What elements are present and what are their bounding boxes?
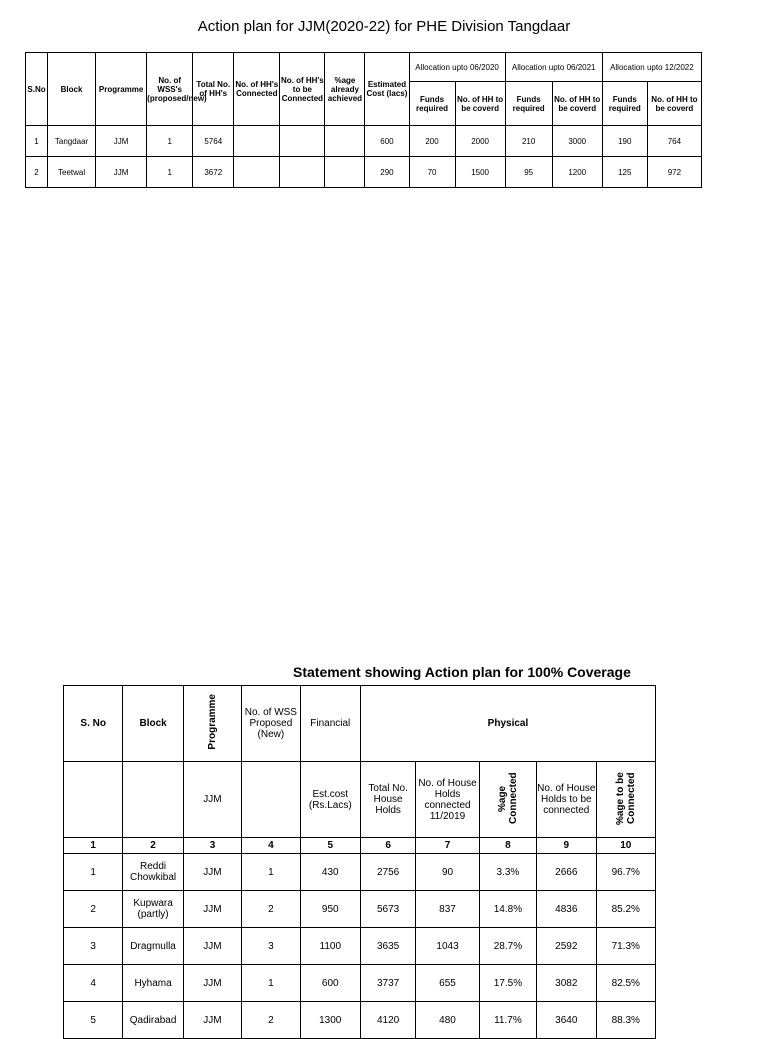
cell-pct-to-connect: 96.7% (596, 854, 656, 891)
header-funds-2: Funds required (505, 82, 552, 126)
cell-total: 2756 (360, 854, 415, 891)
cell-pct-to-connect: 88.3% (596, 1002, 656, 1039)
cell-to-connect: 2666 (537, 854, 596, 891)
header-hh-to-connect: No. of HH's to be Connected (280, 53, 325, 126)
header-sno: S.No (26, 53, 48, 126)
cell-cost: 1100 (300, 928, 360, 965)
cell-hh-1: 1500 (455, 157, 505, 188)
cell-cost: 950 (300, 891, 360, 928)
cell-pct-connected: 28.7% (479, 928, 536, 965)
cell-total: 5673 (360, 891, 415, 928)
cell-connected (234, 126, 280, 157)
header-hh-1: No. of HH to be coverd (455, 82, 505, 126)
cell-wss: 3 (242, 928, 300, 965)
table-row (64, 891, 656, 928)
empty-cell (242, 762, 300, 838)
column-number-row (64, 838, 656, 854)
cell-total: 5764 (193, 126, 234, 157)
cell-wss: 1 (242, 965, 300, 1002)
cell-block: Reddi Chowkibal (123, 854, 183, 891)
header-hh-connected: No. of HH's Connected (234, 53, 280, 126)
cell-connected: 90 (416, 854, 479, 891)
cell-to-connect (280, 157, 325, 188)
cell-cost: 430 (300, 854, 360, 891)
cell-sno: 5 (64, 1002, 123, 1039)
table-row (64, 854, 656, 891)
cell-sno: 2 (26, 157, 48, 188)
cell-hh-1: 2000 (455, 126, 505, 157)
cell-cost: 1300 (300, 1002, 360, 1039)
cell-programme: JJM (183, 1002, 241, 1039)
cell-programme: JJM (183, 965, 241, 1002)
cell-block: Qadirabad (123, 1002, 183, 1039)
header-wss: No. of WSS Proposed (New) (242, 686, 300, 762)
header-funds-1: Funds required (409, 82, 455, 126)
jjm-action-plan-table (25, 52, 702, 188)
col-number: 4 (242, 838, 300, 854)
header-financial: Financial (300, 686, 360, 762)
cell-to-connect: 3640 (537, 1002, 596, 1039)
cell-hh-3: 972 (647, 157, 701, 188)
header-programme: Programme (183, 686, 241, 762)
cell-total: 3672 (193, 157, 234, 188)
cell-wss: 1 (147, 157, 193, 188)
col-number: 5 (300, 838, 360, 854)
cell-connected: 837 (416, 891, 479, 928)
header-programme: Programme (96, 53, 147, 126)
cell-pct-connected: 14.8% (479, 891, 536, 928)
col-number: 9 (537, 838, 596, 854)
cell-connected: 1043 (416, 928, 479, 965)
cell-cost: 600 (365, 126, 409, 157)
cell-pct-to-connect: 85.2% (596, 891, 656, 928)
cell-cost: 600 (300, 965, 360, 1002)
header-total-hh: Total No. House Holds (360, 762, 415, 838)
cell-programme: JJM (183, 928, 241, 965)
empty-cell (123, 762, 183, 838)
cell-wss: 2 (242, 891, 300, 928)
cell-block: Teetwal (48, 157, 96, 188)
header-sno: S. No (64, 686, 123, 762)
cell-funds-2: 210 (505, 126, 552, 157)
table-row (64, 965, 656, 1002)
cell-programme: JJM (183, 854, 241, 891)
col-number: 1 (64, 838, 123, 854)
cell-cost: 290 (365, 157, 409, 188)
cell-hh-3: 764 (647, 126, 701, 157)
cell-total: 4120 (360, 1002, 415, 1039)
document-title: Action plan for JJM(2020-22) for PHE Division Tangdaar (197, 18, 571, 35)
cell-total: 3635 (360, 928, 415, 965)
cell-connected (234, 157, 280, 188)
cell-wss: 1 (147, 126, 193, 157)
header-block: Block (48, 53, 96, 126)
cell-funds-3: 125 (602, 157, 647, 188)
cell-pct-to-connect: 71.3% (596, 928, 656, 965)
header-block: Block (123, 686, 183, 762)
col-number: 8 (479, 838, 536, 854)
table-row (64, 928, 656, 965)
col-number: 10 (596, 838, 656, 854)
cell-sno: 4 (64, 965, 123, 1002)
table-row (26, 126, 702, 157)
header-allocation-1: Allocation upto 06/2020 (409, 53, 505, 82)
header-hh-2: No. of HH to be coverd (552, 82, 602, 126)
cell-sno: 1 (64, 854, 123, 891)
col-number: 3 (183, 838, 241, 854)
cell-wss: 1 (242, 854, 300, 891)
header-funds-3: Funds required (602, 82, 647, 126)
cell-pct-to-connect: 82.5% (596, 965, 656, 1002)
cell-sno: 2 (64, 891, 123, 928)
cell-programme: JJM (96, 126, 147, 157)
cell-block: Tangdaar (48, 126, 96, 157)
cell-hh-2: 3000 (552, 126, 602, 157)
cell-to-connect: 3082 (537, 965, 596, 1002)
header-achieved: %age already achieved (325, 53, 365, 126)
header-estimated-cost: Estimated Cost (lacs) (365, 53, 409, 126)
cell-achieved (325, 126, 365, 157)
cell-funds-2: 95 (505, 157, 552, 188)
cell-sno: 3 (64, 928, 123, 965)
cell-connected: 655 (416, 965, 479, 1002)
header-total-hh: Total No. of HH's (193, 53, 234, 126)
empty-cell (64, 762, 123, 838)
header-hh-3: No. of HH to be coverd (647, 82, 701, 126)
cell-to-connect: 2592 (537, 928, 596, 965)
cell-block: Hyhama (123, 965, 183, 1002)
header-pct-connected: %age Connected (479, 762, 536, 838)
header-allocation-2: Allocation upto 06/2021 (505, 53, 602, 82)
coverage-plan-table (63, 685, 656, 1039)
header-allocation-3: Allocation upto 12/2022 (602, 53, 701, 82)
cell-block: Dragmulla (123, 928, 183, 965)
cell-block: Kupwara (partly) (123, 891, 183, 928)
header-jjm: JJM (183, 762, 241, 838)
header-pct-to-connect: %age to be Connected (596, 762, 656, 838)
cell-funds-1: 200 (409, 126, 455, 157)
col-number: 2 (123, 838, 183, 854)
cell-pct-connected: 17.5% (479, 965, 536, 1002)
cell-pct-connected: 11.7% (479, 1002, 536, 1039)
header-hh-to-connect: No. of House Holds to be connected (537, 762, 596, 838)
cell-to-connect: 4836 (537, 891, 596, 928)
table-row (64, 1002, 656, 1039)
col-number: 6 (360, 838, 415, 854)
header-wss: No. of WSS's (proposed/new) (147, 53, 193, 126)
cell-programme: JJM (96, 157, 147, 188)
statement-title: Statement showing Action plan for 100% Coverage (293, 664, 631, 680)
cell-wss: 2 (242, 1002, 300, 1039)
cell-programme: JJM (183, 891, 241, 928)
cell-connected: 480 (416, 1002, 479, 1039)
header-physical: Physical (360, 686, 655, 762)
header-est-cost: Est.cost (Rs.Lacs) (300, 762, 360, 838)
cell-total: 3737 (360, 965, 415, 1002)
cell-achieved (325, 157, 365, 188)
cell-funds-3: 190 (602, 126, 647, 157)
cell-to-connect (280, 126, 325, 157)
table-row (26, 157, 702, 188)
cell-hh-2: 1200 (552, 157, 602, 188)
cell-sno: 1 (26, 126, 48, 157)
cell-pct-connected: 3.3% (479, 854, 536, 891)
col-number: 7 (416, 838, 479, 854)
header-hh-connected: No. of House Holds connected 11/2019 (416, 762, 479, 838)
cell-funds-1: 70 (409, 157, 455, 188)
